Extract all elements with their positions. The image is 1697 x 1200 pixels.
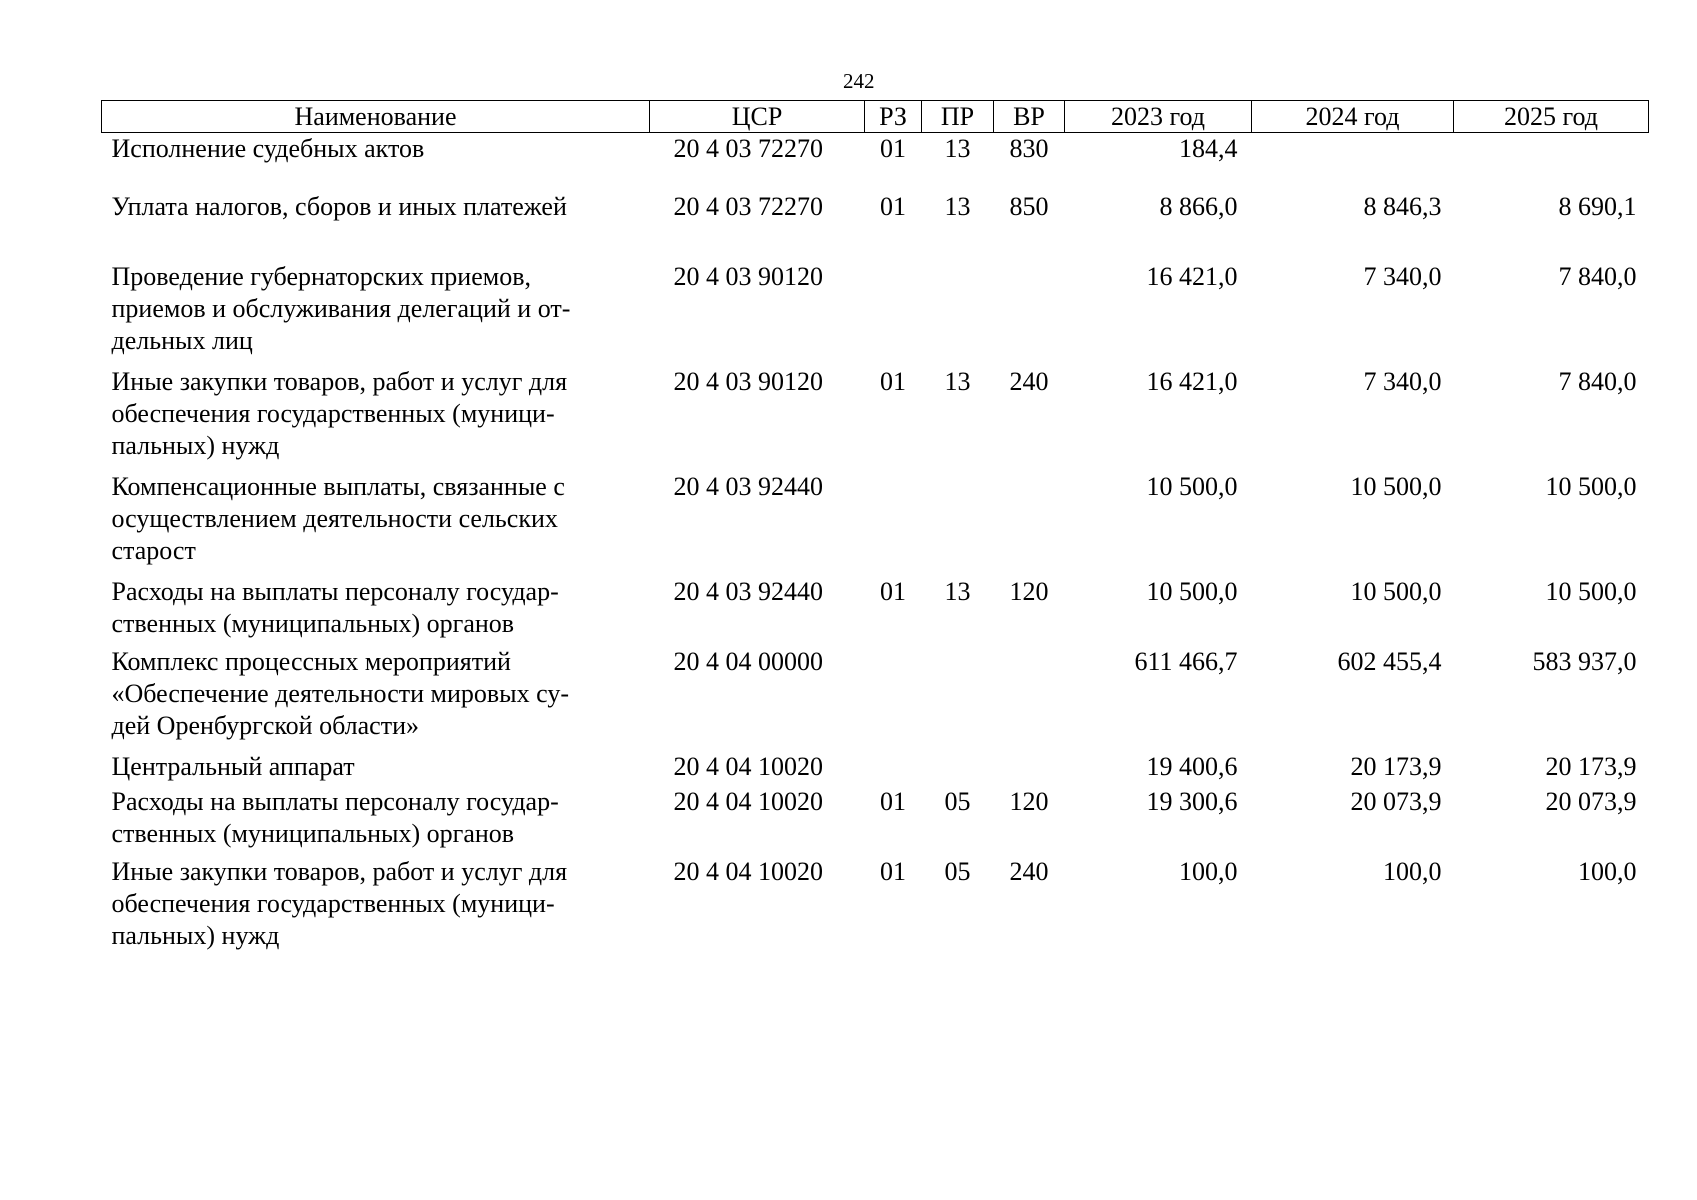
row-value-2023: 19 300,6 bbox=[1146, 786, 1238, 816]
row-pr bbox=[922, 261, 994, 366]
row-value-2024 bbox=[1252, 133, 1454, 191]
row-name-line: обеспечения государственных (муници- bbox=[111, 888, 555, 918]
row-value-2025: 20 173,9 bbox=[1545, 751, 1637, 781]
row-rz: 01 bbox=[880, 134, 906, 163]
row-name-line: Исполнение судебных актов bbox=[111, 134, 425, 163]
row-pr bbox=[922, 471, 994, 576]
row-vr: 120 bbox=[1009, 576, 1049, 606]
row-value-2024: 100,0 bbox=[1383, 856, 1442, 886]
row-name-line: ственных (муниципальных) органов bbox=[111, 818, 515, 848]
table-row bbox=[102, 576, 1649, 646]
row-name-line: Проведение губернаторских приемов, bbox=[111, 261, 531, 291]
row-rz: 01 bbox=[880, 191, 906, 221]
row-csr: 20 4 03 92440 bbox=[673, 471, 823, 501]
row-csr: 20 4 03 90120 bbox=[673, 366, 823, 396]
row-pr: 13 bbox=[944, 576, 971, 606]
row-csr: 20 4 03 90120 bbox=[673, 261, 823, 291]
row-value-2025: 583 937,0 bbox=[1532, 646, 1637, 676]
row-rz: 01 bbox=[880, 856, 906, 886]
row-vr bbox=[994, 646, 1065, 751]
row-rz: 01 bbox=[880, 786, 906, 816]
row-pr: 13 bbox=[944, 366, 971, 396]
header-2023: 2023 год bbox=[1065, 101, 1252, 133]
row-name-line: Компенсационные выплаты, связанные с bbox=[111, 471, 565, 501]
row-value-2025: 7 840,0 bbox=[1558, 366, 1637, 396]
row-value-2023: 19 400,6 bbox=[1146, 751, 1238, 781]
table-row bbox=[102, 786, 1649, 856]
table-row bbox=[102, 471, 1649, 576]
row-value-2025: 100,0 bbox=[1578, 856, 1637, 886]
row-pr: 05 bbox=[944, 786, 971, 816]
row-name bbox=[102, 576, 650, 646]
row-csr: 20 4 04 00000 bbox=[673, 646, 823, 676]
row-value-2023: 10 500,0 bbox=[1146, 471, 1238, 501]
row-pr: 13 bbox=[944, 191, 971, 221]
row-value-2024: 8 846,3 bbox=[1363, 191, 1442, 221]
row-value-2025: 20 073,9 bbox=[1545, 786, 1637, 816]
row-csr: 20 4 03 92440 bbox=[673, 576, 823, 606]
row-value-2023: 611 466,7 bbox=[1134, 646, 1238, 676]
row-vr: 120 bbox=[1009, 786, 1049, 816]
row-value-2023: 16 421,0 bbox=[1146, 261, 1238, 291]
row-value-2024: 10 500,0 bbox=[1350, 576, 1442, 606]
row-vr bbox=[994, 261, 1065, 366]
row-value-2024: 7 340,0 bbox=[1363, 366, 1442, 396]
row-pr bbox=[922, 646, 994, 751]
row-value-2025: 7 840,0 bbox=[1558, 261, 1637, 291]
row-csr: 20 4 03 72270 bbox=[673, 191, 823, 221]
row-vr: 830 bbox=[1009, 134, 1049, 163]
row-vr bbox=[994, 471, 1065, 576]
row-rz bbox=[865, 646, 922, 751]
row-name bbox=[102, 856, 650, 970]
row-name bbox=[102, 133, 650, 191]
row-value-2023: 10 500,0 bbox=[1146, 576, 1238, 606]
row-pr bbox=[922, 751, 994, 786]
table-row bbox=[102, 856, 1649, 970]
row-value-2023: 8 866,0 bbox=[1159, 191, 1238, 221]
row-name-line: обеспечения государственных (муници- bbox=[111, 398, 555, 428]
row-value-2025: 8 690,1 bbox=[1558, 191, 1637, 221]
row-pr: 13 bbox=[944, 134, 971, 163]
table-row bbox=[102, 366, 1649, 471]
table-header-row bbox=[102, 101, 1649, 133]
row-csr: 20 4 03 72270 bbox=[673, 134, 823, 163]
table-row bbox=[102, 751, 1649, 786]
table-row bbox=[102, 133, 1649, 191]
row-rz: 01 bbox=[880, 366, 906, 396]
row-name-line: Центральный аппарат bbox=[111, 751, 355, 781]
row-value-2024: 20 073,9 bbox=[1350, 786, 1442, 816]
row-value-2023: 184,4 bbox=[1179, 134, 1238, 163]
row-name-line: Уплата налогов, сборов и иных платежей bbox=[111, 191, 567, 221]
row-value-2023: 16 421,0 bbox=[1146, 366, 1238, 396]
row-vr bbox=[994, 751, 1065, 786]
header-2025: 2025 год bbox=[1454, 101, 1649, 133]
row-value-2023: 100,0 bbox=[1179, 856, 1238, 886]
row-name-line: дей Оренбургской области» bbox=[111, 710, 419, 740]
row-name-line: пальных) нужд bbox=[111, 920, 280, 950]
row-value-2024: 7 340,0 bbox=[1363, 261, 1442, 291]
row-name bbox=[102, 786, 650, 856]
row-vr: 240 bbox=[1009, 366, 1049, 396]
header-csr: ЦСР bbox=[650, 101, 865, 133]
row-pr: 05 bbox=[944, 856, 971, 886]
row-name-line: старост bbox=[111, 535, 196, 565]
row-name-line: Иные закупки товаров, работ и услуг для bbox=[111, 366, 568, 396]
row-csr: 20 4 04 10020 bbox=[673, 751, 823, 781]
row-name-line: Расходы на выплаты персоналу государ- bbox=[111, 786, 559, 816]
header-pr: ПР bbox=[922, 101, 994, 133]
row-name-line: пальных) нужд bbox=[111, 430, 280, 460]
row-name bbox=[102, 191, 650, 261]
header-name: Наименование bbox=[102, 101, 650, 133]
row-name bbox=[102, 471, 650, 576]
header-rz: РЗ bbox=[865, 101, 922, 133]
row-rz bbox=[865, 261, 922, 366]
row-rz bbox=[865, 751, 922, 786]
row-name bbox=[102, 366, 650, 471]
row-name-line: приемов и обслуживания делегаций и от- bbox=[111, 293, 571, 323]
row-name bbox=[102, 751, 650, 786]
row-value-2024: 20 173,9 bbox=[1350, 751, 1442, 781]
row-csr: 20 4 04 10020 bbox=[673, 856, 823, 886]
row-name-line: дельных лиц bbox=[111, 325, 253, 355]
row-value-2024: 602 455,4 bbox=[1337, 646, 1442, 676]
row-name bbox=[102, 261, 650, 366]
row-value-2024: 10 500,0 bbox=[1350, 471, 1442, 501]
row-csr: 20 4 04 10020 bbox=[673, 786, 823, 816]
row-vr: 240 bbox=[1009, 856, 1049, 886]
row-name-line: Иные закупки товаров, работ и услуг для bbox=[111, 856, 568, 886]
row-rz: 01 bbox=[880, 576, 906, 606]
row-value-2025: 10 500,0 bbox=[1545, 471, 1637, 501]
table-row bbox=[102, 191, 1649, 261]
header-vr: ВР bbox=[994, 101, 1065, 133]
row-value-2025: 10 500,0 bbox=[1545, 576, 1637, 606]
row-name bbox=[102, 646, 650, 751]
page-number: 242 bbox=[843, 69, 875, 93]
row-name-line: Расходы на выплаты персоналу государ- bbox=[111, 576, 559, 606]
header-2024: 2024 год bbox=[1252, 101, 1454, 133]
row-name-line: Комплекс процессных мероприятий bbox=[111, 646, 511, 676]
row-name-line: «Обеспечение деятельности мировых су- bbox=[111, 678, 569, 708]
table-body bbox=[102, 133, 1649, 970]
row-name-line: ственных (муниципальных) органов bbox=[111, 608, 515, 638]
row-name-line: осуществлением деятельности сельских bbox=[111, 503, 558, 533]
table-row bbox=[102, 646, 1649, 751]
budget-table bbox=[101, 100, 1649, 970]
table-row bbox=[102, 261, 1649, 366]
row-vr: 850 bbox=[1009, 191, 1049, 221]
row-value-2025 bbox=[1454, 133, 1649, 191]
row-rz bbox=[865, 471, 922, 576]
